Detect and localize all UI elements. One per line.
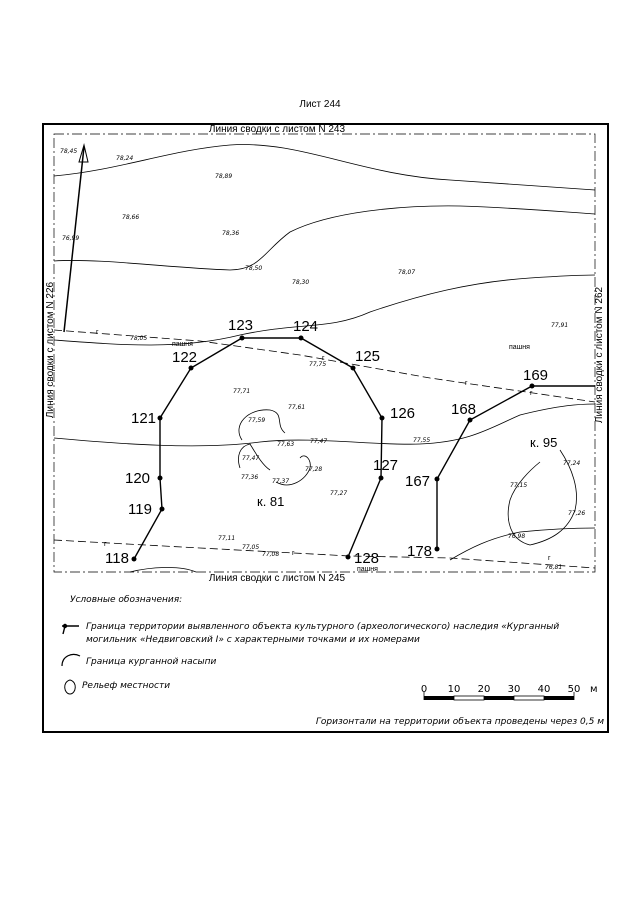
legend-title: Условные обозначения: xyxy=(70,595,183,605)
point-label-119: 119 xyxy=(128,501,152,518)
elevation-mark: 78,05 xyxy=(130,335,148,342)
point-121 xyxy=(158,416,163,421)
elevation-mark: 77,36 xyxy=(241,474,259,481)
elevation-mark: 77,63 xyxy=(277,441,295,448)
elevation-mark: 76,99 xyxy=(62,235,80,242)
point-169 xyxy=(530,384,535,389)
neighbor-top-label: Линия сводки с листом N 243 xyxy=(208,124,346,135)
scale-unit: м xyxy=(590,684,598,695)
elevation-mark: 77,24 xyxy=(563,460,581,467)
scale-tick-label: 10 xyxy=(447,684,461,695)
elevation-mark: 77,71 xyxy=(233,388,251,395)
contour-interval-note: Горизонтали на территории объекта проведены через 0,5 м xyxy=(315,717,604,727)
neighbor-right-label: Линия сводки с листом N 262 xyxy=(594,286,605,424)
elevation-mark: 77,75 xyxy=(309,361,327,368)
point-label-178: 178 xyxy=(407,543,433,560)
point-118 xyxy=(132,557,137,562)
point-label-125: 125 xyxy=(355,348,381,365)
field-label: пашня xyxy=(509,344,530,351)
elevation-mark: 78,07 xyxy=(398,269,416,276)
svg-text:г: г xyxy=(104,541,107,548)
svg-text:г: г xyxy=(548,555,551,562)
elevation-mark: 77,08 xyxy=(262,551,280,558)
point-178 xyxy=(435,547,440,552)
svg-text:г: г xyxy=(322,355,325,362)
point-label-124: 124 xyxy=(293,318,319,335)
relief-symbol-icon xyxy=(65,680,76,694)
point-167 xyxy=(435,477,440,482)
scale-tick-label: 20 xyxy=(477,684,491,695)
elevation-mark: 76,98 xyxy=(508,533,526,540)
legend-boundary-line2: могильник «Недвиговский I» с характерными точками и их номерами xyxy=(86,635,420,645)
neighbor-left-label: Линия сводки с листом N 226 xyxy=(45,281,56,419)
neighbor-bottom-label: Линия сводки с листом N 245 xyxy=(208,573,346,584)
elevation-mark: 77,61 xyxy=(288,404,306,411)
elevation-mark: 77,47 xyxy=(310,438,328,445)
scale-tick-label: 30 xyxy=(507,684,521,695)
elevation-mark: 76,81 xyxy=(545,564,563,571)
sheet-title: Лист 244 xyxy=(299,99,341,110)
svg-text:г: г xyxy=(530,390,533,397)
mound-label-k95: к. 95 xyxy=(530,435,558,450)
legend-relief: Рельеф местности xyxy=(82,681,171,691)
boundary-symbol-icon xyxy=(62,624,79,634)
scale-tick-label: 50 xyxy=(567,684,581,695)
elevation-mark: 78,36 xyxy=(222,230,240,237)
point-label-169: 169 xyxy=(523,367,549,384)
point-127 xyxy=(379,476,384,481)
legend xyxy=(62,595,559,694)
mound-label-k81: к. 81 xyxy=(257,494,285,509)
point-label-127: 127 xyxy=(373,457,399,474)
point-124 xyxy=(299,336,304,341)
point-label-118: 118 xyxy=(105,550,129,567)
elevation-mark: 77,55 xyxy=(413,437,431,444)
point-168 xyxy=(468,418,473,423)
elevation-mark: 77,26 xyxy=(568,510,586,517)
point-120 xyxy=(158,476,163,481)
scale-bar xyxy=(421,684,598,700)
point-123 xyxy=(240,336,245,341)
elevation-mark: 77,37 xyxy=(272,478,290,485)
elevation-mark: 77,15 xyxy=(510,482,528,489)
mound-symbol-icon xyxy=(62,654,80,666)
svg-text:г: г xyxy=(96,329,99,336)
point-label-122: 122 xyxy=(172,349,198,366)
elevation-mark: 78,30 xyxy=(292,279,310,286)
elevation-mark: 77,91 xyxy=(551,322,569,329)
point-label-126: 126 xyxy=(390,405,416,422)
point-label-168: 168 xyxy=(451,401,477,418)
svg-text:г: г xyxy=(292,550,295,557)
point-125 xyxy=(351,366,356,371)
point-label-167: 167 xyxy=(405,473,431,490)
elevation-mark: 77,11 xyxy=(218,535,236,542)
point-label-121: 121 xyxy=(131,410,157,427)
scale-tick-label: 0 xyxy=(420,684,428,695)
elevation-mark: 78,50 xyxy=(245,265,263,272)
svg-text:г: г xyxy=(465,380,468,387)
scale-tick-label: 40 xyxy=(537,684,551,695)
point-label-128: 128 xyxy=(354,550,380,567)
point-119 xyxy=(160,507,165,512)
elevation-mark: 77,28 xyxy=(305,466,323,473)
elevation-mark: 78,24 xyxy=(116,155,134,162)
point-128 xyxy=(346,555,351,560)
legend-mound: Граница курганной насыпи xyxy=(86,657,217,667)
point-label-120: 120 xyxy=(125,470,151,487)
point-126 xyxy=(380,416,385,421)
field-label: пашня xyxy=(357,566,378,573)
field-label: пашня xyxy=(172,341,193,348)
elevation-mark: 78,89 xyxy=(215,173,233,180)
legend-boundary-line1: Граница территории выявленного объекта культурного (археологического) наследия «Курганный xyxy=(86,622,560,632)
elevation-mark: 77,27 xyxy=(330,490,348,497)
point-label-123: 123 xyxy=(228,317,254,334)
elevation-mark: 78,45 xyxy=(60,148,78,155)
elevation-mark: 77,05 xyxy=(242,544,260,551)
elevation-mark: 77,59 xyxy=(248,417,266,424)
point-122 xyxy=(189,366,194,371)
elevation-mark: 78,66 xyxy=(122,214,140,221)
elevation-mark: 77,47 xyxy=(242,455,260,462)
